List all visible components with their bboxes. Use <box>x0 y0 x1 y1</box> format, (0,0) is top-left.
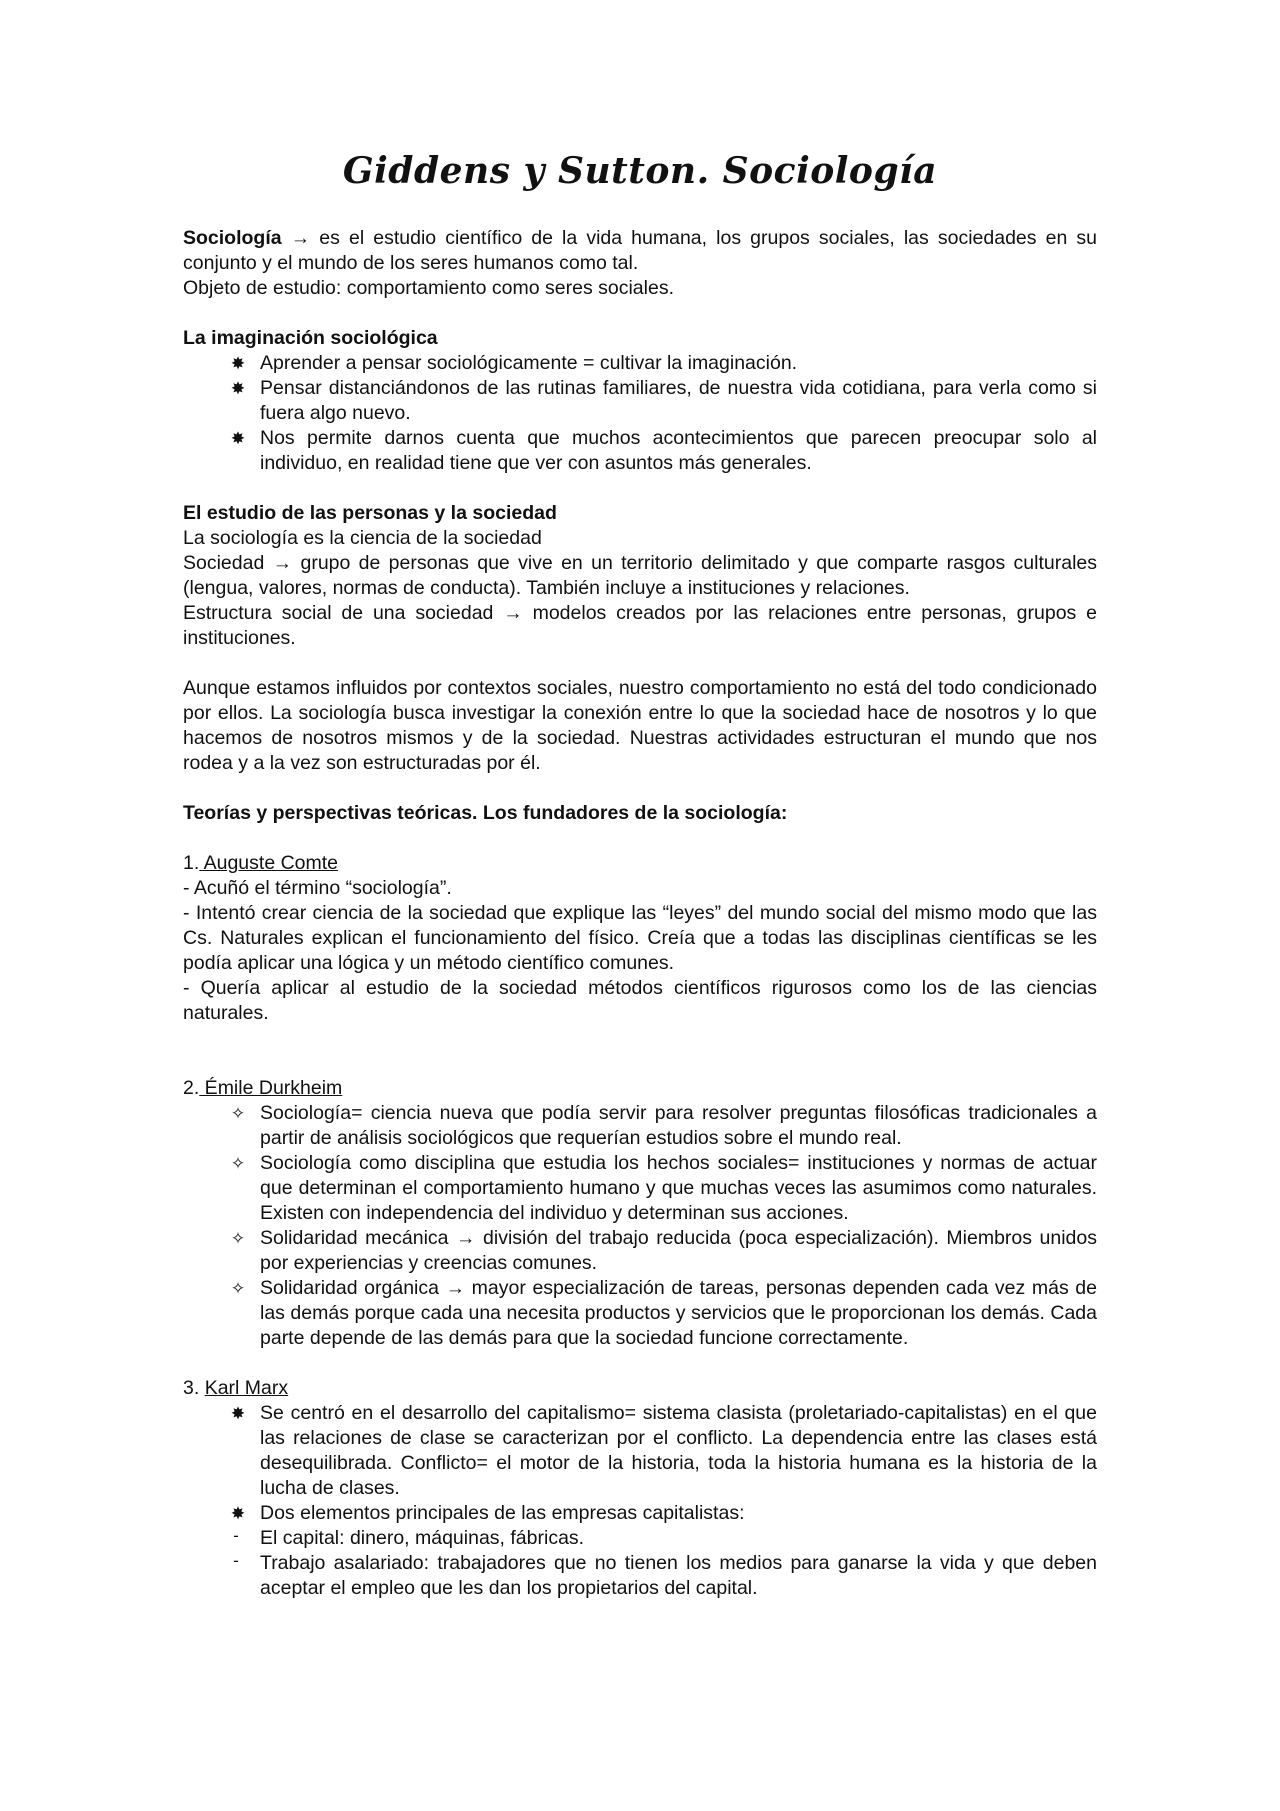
durkheim-list <box>183 1101 1097 1351</box>
list-item: ✧ Solidaridad orgánica → mayor especialización de tareas, personas dependen cada vez más de las demás porque cada una necesita productos y servicios que le proporcionan los demás. Cada parte depende de las demás para que la sociedad funcione correctamente. <box>183 1276 1097 1351</box>
asterisk-bullet-icon: ✸ <box>230 354 246 373</box>
star-bullet-icon: ✧ <box>230 1279 246 1298</box>
list-item: ✸ Aprender a pensar sociológicamente = cultivar la imaginación. <box>183 351 1097 376</box>
dash-bullet-icon: - <box>233 1551 239 1570</box>
section-heading-imaginacion: La imaginación sociológica <box>183 327 438 349</box>
marx-list <box>183 1401 1097 1601</box>
intro-definition-text: es el estudio científico de la vida humana, los grupos sociales, las sociedades en su conjunto y el mundo de los seres humanos como tal. <box>183 227 1097 274</box>
estudio-line: La sociología es la ciencia de la sociedad <box>183 527 542 549</box>
list-item: ✸ Dos elementos principales de las empresas capitalistas: <box>183 1501 1097 1526</box>
comte-line: - Quería aplicar al estudio de la sociedad métodos científicos rigurosos como los de las ciencias naturales. <box>183 977 1097 1024</box>
section-heading-estudio: El estudio de las personas y la sociedad <box>183 502 557 524</box>
list-item: - Trabajo asalariado: trabajadores que no tienen los medios para ganarse la vida y que deben aceptar el empleo que les dan los propietarios del capital. <box>183 1551 1097 1601</box>
list-item: ✧ Sociología como disciplina que estudia los hechos sociales= instituciones y normas de actuar que determinan el comportamiento humano y que muchas veces las asumimos como naturales. Existen con independencia del individuo y determinan sus acciones. <box>183 1151 1097 1226</box>
star-bullet-icon: ✧ <box>230 1229 246 1248</box>
dash-bullet-icon: - <box>233 1526 239 1545</box>
founder-name: Karl Marx <box>204 1377 289 1399</box>
founder-heading-marx: 3. Karl Marx <box>183 1377 289 1399</box>
list-item: - El capital: dinero, máquinas, fábricas. <box>183 1526 1097 1551</box>
list-item: ✧ Solidaridad mecánica → división del trabajo reducida (poca especialización). Miembros unidos por experiencias y creencias comunes. <box>183 1226 1097 1276</box>
arrow-icon: → <box>272 552 293 574</box>
founder-name: Auguste Comte <box>199 852 339 874</box>
estructura-definition: Estructura social de una sociedad → modelos creados por las relaciones entre personas, grupos e instituciones. <box>183 602 1098 649</box>
arrow-icon: → <box>290 227 311 249</box>
comte-line: - Intentó crear ciencia de la sociedad que explique las “leyes” del mundo social del mismo modo que las Cs. Naturales explican el funcionamiento del físico. Creía que a todas las disciplinas científicas se les podía aplicar una lógica y un método científico comunes. <box>183 902 1097 974</box>
asterisk-bullet-icon: ✸ <box>230 429 246 448</box>
founder-name: Émile Durkheim <box>199 1077 343 1099</box>
section-heading-teorias: Teorías y perspectivas teóricas. Los fundadores de la sociología: <box>183 802 788 824</box>
intro-object: Objeto de estudio: comportamiento como seres sociales. <box>183 277 674 299</box>
asterisk-bullet-icon: ✸ <box>230 1504 246 1523</box>
star-bullet-icon: ✧ <box>230 1104 246 1123</box>
sociedad-definition: Sociedad → grupo de personas que vive en un territorio delimitado y que comparte rasgos culturales (lengua, valores, normas de conducta). También incluye a instituciones y relaciones. <box>183 552 1097 599</box>
arrow-icon: → <box>503 602 523 624</box>
list-item: ✧ Sociología= ciencia nueva que podía servir para resolver preguntas filosóficas tradicionales a partir de análisis sociológicos que requerían estudios sobre el mundo real. <box>183 1101 1097 1151</box>
list-item: ✸ Nos permite darnos cuenta que muchos acontecimientos que parecen preocupar solo al individuo, en realidad tiene que ver con asuntos más generales. <box>183 426 1097 476</box>
asterisk-bullet-icon: ✸ <box>230 379 246 398</box>
estudio-paragraph: Aunque estamos influidos por contextos sociales, nuestro comportamiento no está del todo condicionado por ellos. La sociología busca investigar la conexión entre lo que la sociedad hace de nosotros y lo que hacemos de nosotros mismos y de la sociedad. Nuestras actividades estructuran el mundo que nos rodea y a la vez son estructuradas por él. <box>183 677 1097 774</box>
intro-term: Sociología <box>183 227 282 249</box>
founder-heading-comte: 1. Auguste Comte <box>183 852 339 874</box>
document-body <box>183 226 1097 1601</box>
founder-heading-durkheim: 2. Émile Durkheim <box>183 1077 343 1099</box>
star-bullet-icon: ✧ <box>230 1154 246 1173</box>
imaginacion-list <box>183 351 1097 476</box>
list-item: ✸ Pensar distanciándonos de las rutinas familiares, de nuestra vida cotidiana, para verla como si fuera algo nuevo. <box>183 376 1097 426</box>
page-title: Giddens y Sutton. Sociología <box>342 150 938 192</box>
list-item: ✸ Se centró en el desarrollo del capitalismo= sistema clasista (proletariado-capitalistas) en el que las relaciones de clase se caracterizan por el conflicto. La dependencia entre las clases está desequilibrada. Conflicto= el motor de la historia, toda la historia humana es la historia de la lucha de clases. <box>183 1401 1097 1501</box>
asterisk-bullet-icon: ✸ <box>230 1404 246 1423</box>
intro-definition <box>183 226 1097 276</box>
comte-line: - Acuñó el término “sociología”. <box>183 877 452 899</box>
